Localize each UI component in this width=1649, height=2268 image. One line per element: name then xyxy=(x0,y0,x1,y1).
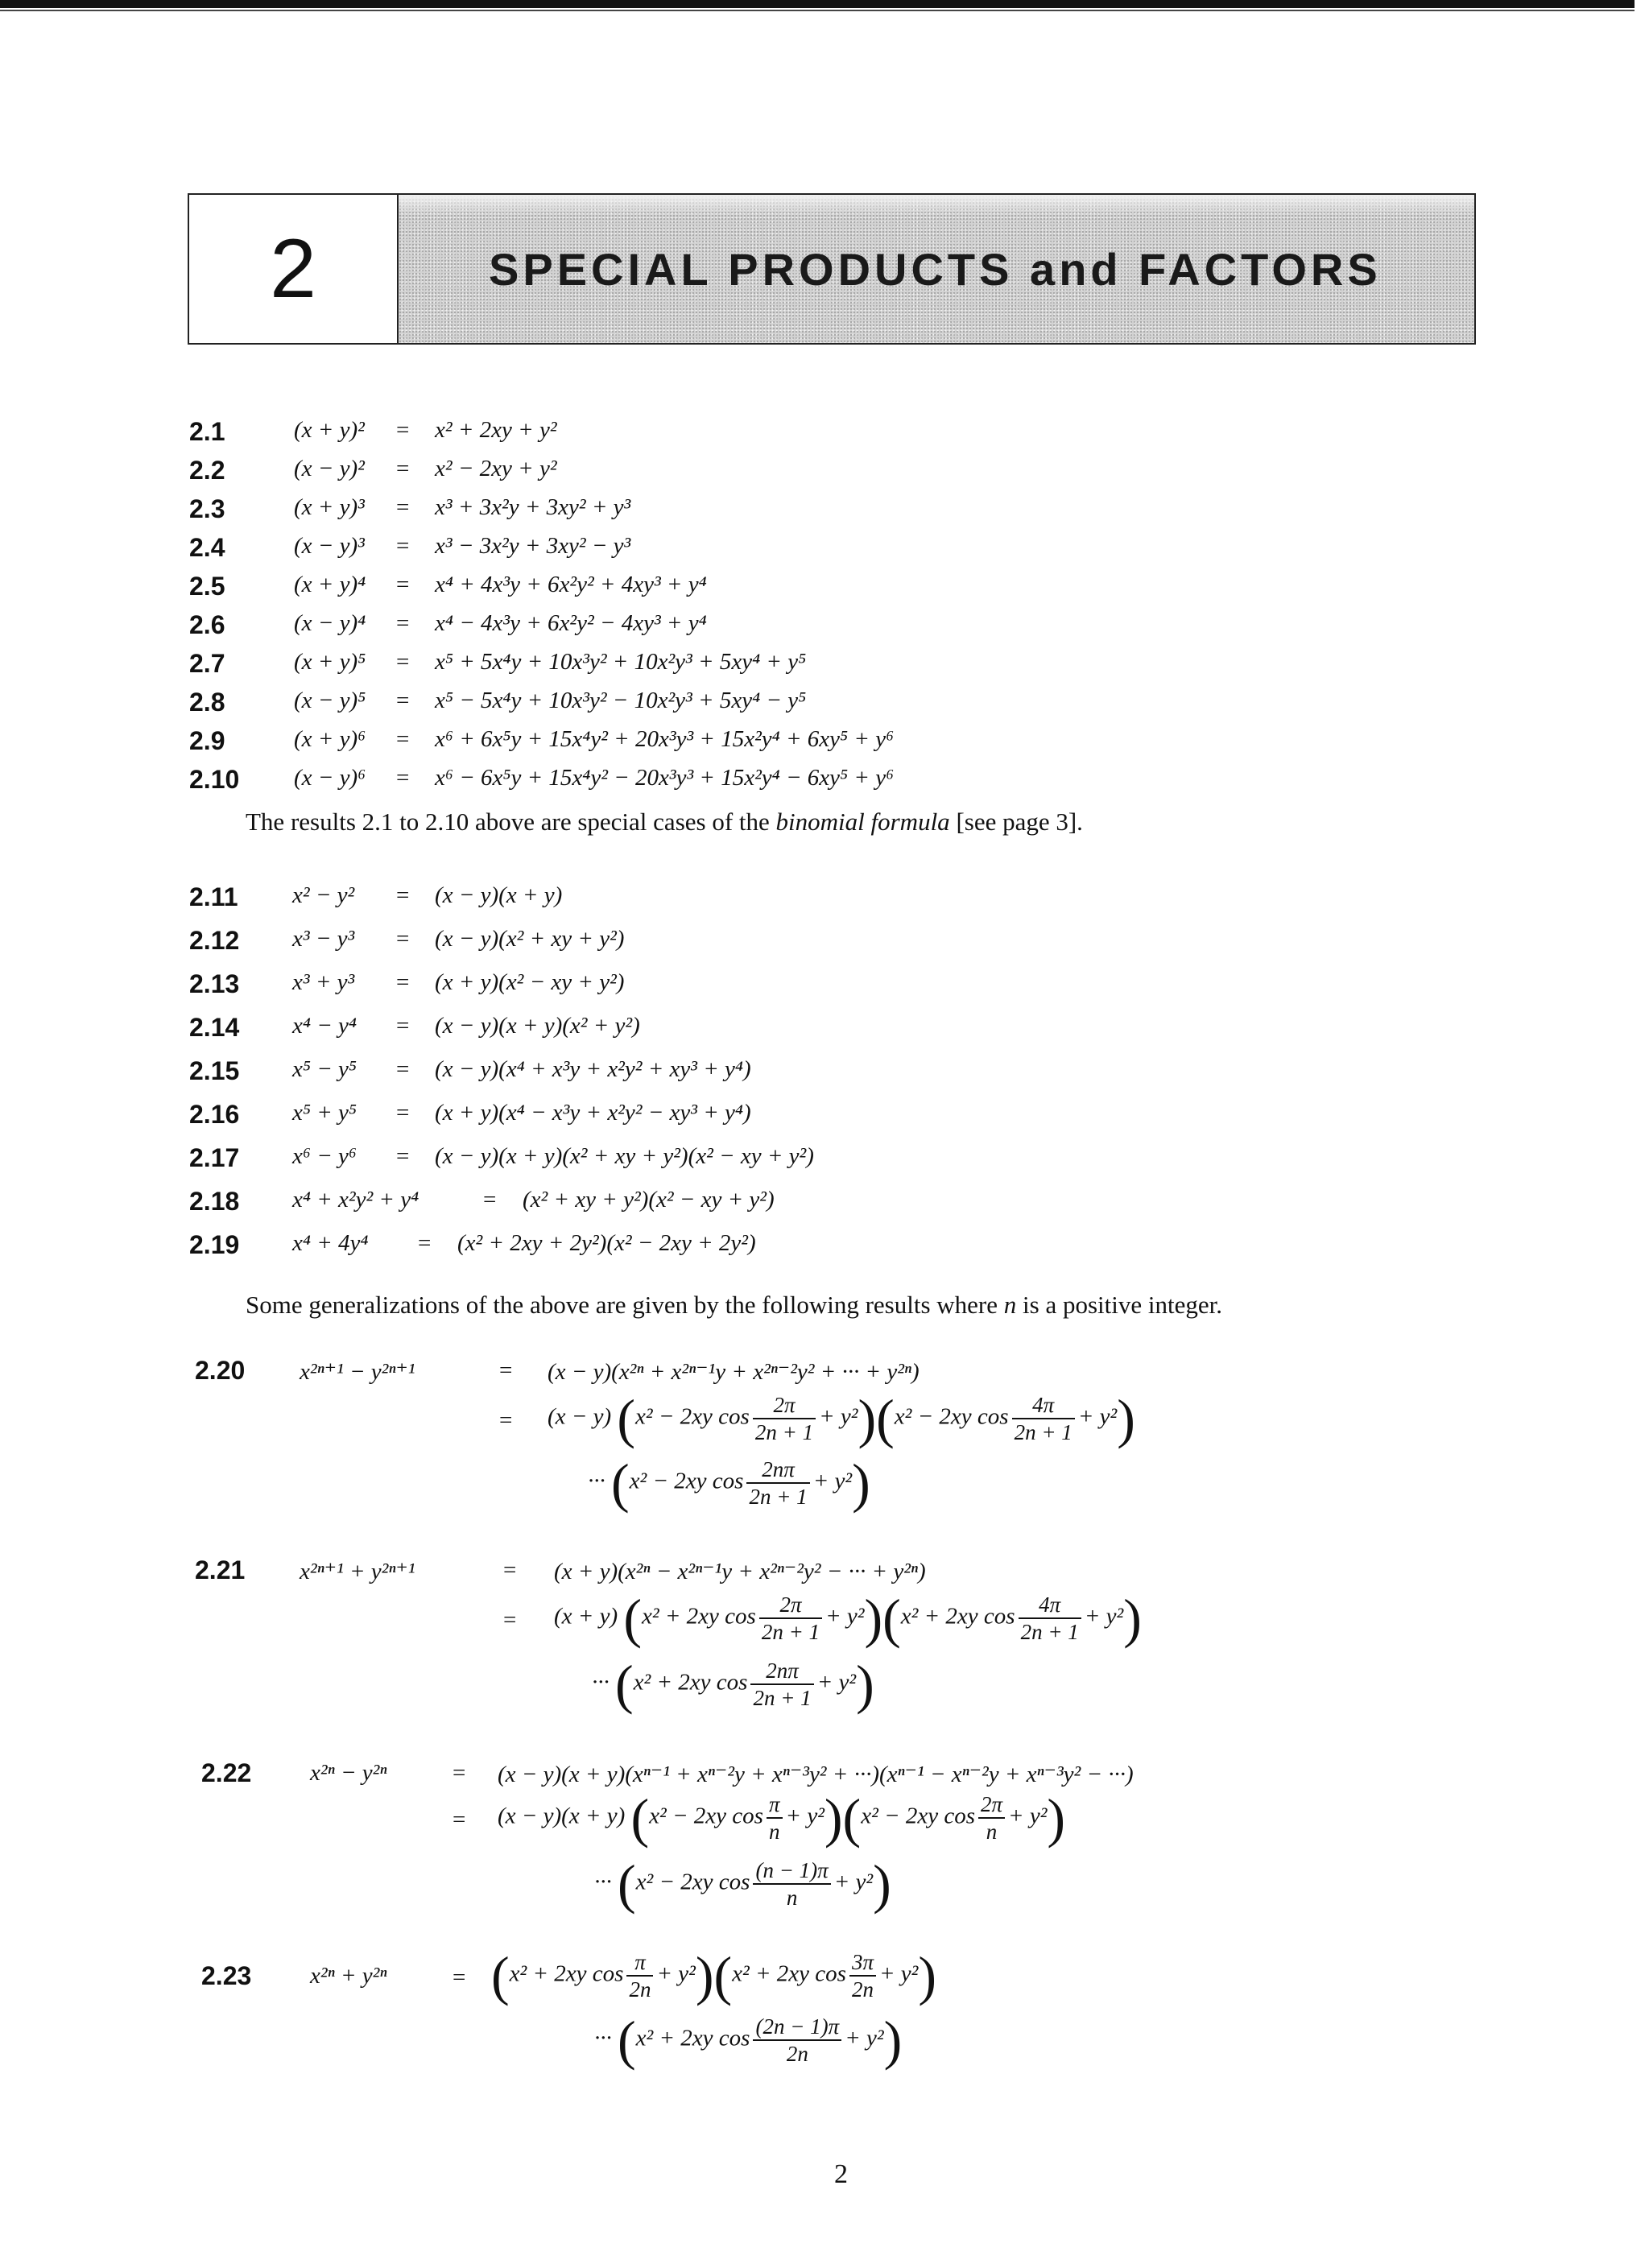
formula-lhs: x⁶ − y⁶ xyxy=(292,1143,357,1169)
equals-sign: = xyxy=(503,1607,517,1633)
factor-term: x² − 2xy cos xyxy=(635,1403,750,1430)
factor-term: + y² xyxy=(1008,1803,1048,1829)
open-paren: ( xyxy=(618,2010,636,2071)
denominator: n xyxy=(767,1817,783,1845)
factor-term: + y² xyxy=(816,1669,857,1696)
factor-term: x² + 2xy cos xyxy=(633,1669,748,1696)
ellipsis: ··· xyxy=(592,1669,610,1696)
close-paren: ) xyxy=(1123,1588,1142,1649)
formula-rhs: x² − 2xy + y² xyxy=(435,456,557,481)
formula-lhs: (x − y)⁶ xyxy=(294,765,366,791)
denominator: n xyxy=(753,1883,830,1911)
formula-number: 2.16 xyxy=(189,1100,240,1129)
numerator: 3π xyxy=(851,1950,874,1974)
formula-number: 2.2 xyxy=(189,456,225,485)
formula-number: 2.14 xyxy=(189,1013,240,1042)
numerator: 2π xyxy=(981,1792,1003,1816)
equals-sign: = xyxy=(396,882,410,908)
formula-rhs-line-3 xyxy=(594,1853,891,1915)
formula-rhs-line-1: (x + y)(x²ⁿ − x²ⁿ⁻¹y + x²ⁿ⁻²y² − ··· + y²ⁿ) xyxy=(554,1559,926,1584)
formula-rhs: (x² + xy + y²)(x² − xy + y²) xyxy=(523,1187,775,1212)
numerator: 4π xyxy=(1039,1593,1061,1617)
formula-lhs: x⁵ + y⁵ xyxy=(292,1100,357,1126)
numerator: (2n − 1)π xyxy=(755,2014,840,2039)
factor-term: + y² xyxy=(819,1403,858,1430)
formula-rhs-line-3 xyxy=(592,1654,874,1715)
factor-term: x² − 2xy cos xyxy=(649,1803,763,1829)
note-text: is a positive integer. xyxy=(1016,1291,1222,1319)
formula-number: 2.20 xyxy=(195,1356,246,1385)
fraction xyxy=(626,1949,653,2002)
page-number: 2 xyxy=(834,2159,848,2189)
numerator: 2nπ xyxy=(762,1457,795,1481)
formula-rhs: x⁴ − 4x³y + 6x²y² − 4xy³ + y⁴ xyxy=(435,610,707,636)
formula-lhs: x⁵ − y⁵ xyxy=(292,1056,357,1082)
equals-sign: = xyxy=(483,1187,497,1212)
chapter-number-cell xyxy=(189,195,399,343)
formula-rhs: x⁵ − 5x⁴y + 10x³y² − 10x²y³ + 5xy⁴ − y⁵ xyxy=(435,688,807,713)
formula-lhs: x⁴ − y⁴ xyxy=(292,1013,357,1039)
formula-lhs: x³ + y³ xyxy=(292,969,355,995)
factor-term: x² + 2xy cos xyxy=(732,1960,846,1987)
factor-term: x² − 2xy cos xyxy=(635,1869,750,1895)
formula-number: 2.13 xyxy=(189,969,240,998)
close-paren: ) xyxy=(695,1945,714,2006)
note-text: Some generalizations of the above are given by the following results where xyxy=(246,1291,1004,1319)
formula-rhs: x⁴ + 4x³y + 6x²y² + 4xy³ + y⁴ xyxy=(435,572,707,597)
formula-lhs: (x − y)⁵ xyxy=(294,688,366,713)
formula-rhs-line-2 xyxy=(548,1388,1135,1449)
fraction xyxy=(753,2014,841,2067)
formula-lhs: (x − y)⁴ xyxy=(294,610,366,636)
equals-sign: = xyxy=(396,1013,410,1039)
formula-number: 2.5 xyxy=(189,572,225,601)
open-paren: ( xyxy=(713,1945,733,2006)
equals-sign: = xyxy=(396,533,410,559)
formula-lhs: x³ − y³ xyxy=(292,926,355,952)
factor-term: + y² xyxy=(812,1468,853,1494)
denominator: n xyxy=(978,1817,1005,1845)
formula-number: 2.11 xyxy=(189,882,238,911)
open-paren: ( xyxy=(491,1945,510,2006)
close-paren: ) xyxy=(918,1945,937,2006)
fraction xyxy=(759,1592,822,1645)
formula-rhs: (x + y)(x² − xy + y²) xyxy=(435,969,625,995)
note-text: [see page 3]. xyxy=(949,808,1083,836)
formula-number: 2.19 xyxy=(189,1230,240,1259)
formula-number: 2.10 xyxy=(189,765,240,794)
open-paren: ( xyxy=(876,1388,895,1449)
numerator: 2π xyxy=(773,1393,796,1417)
formula-lhs: (x − y)³ xyxy=(294,533,365,559)
ellipsis: ··· xyxy=(588,1468,605,1494)
formula-rhs-line-2 xyxy=(594,2010,903,2071)
open-paren: ( xyxy=(615,1654,634,1715)
factor-term: x² + 2xy cos xyxy=(509,1960,624,1987)
denominator: 2n + 1 xyxy=(750,1683,813,1711)
chapter-title: SPECIAL PRODUCTS and FACTORS xyxy=(489,243,1382,295)
equals-sign: = xyxy=(396,726,410,752)
close-paren: ) xyxy=(864,1588,883,1649)
formula-rhs-line-3 xyxy=(588,1452,870,1514)
formula-number: 2.15 xyxy=(189,1056,240,1085)
formula-number: 2.18 xyxy=(189,1187,240,1216)
formula-lhs: x² − y² xyxy=(292,882,355,908)
formula-rhs: (x² + 2xy + 2y²)(x² − 2xy + 2y²) xyxy=(457,1230,756,1256)
formula-number: 2.6 xyxy=(189,610,225,639)
equals-sign: = xyxy=(396,1100,410,1126)
fraction xyxy=(750,1658,813,1711)
fraction xyxy=(849,1949,876,2002)
factor-term: x² + 2xy cos xyxy=(900,1603,1015,1630)
equals-sign: = xyxy=(396,969,410,995)
formula-lhs: x²ⁿ⁺¹ + y²ⁿ⁺¹ xyxy=(300,1559,415,1584)
numerator: 2nπ xyxy=(766,1659,799,1683)
open-paren: ( xyxy=(618,1853,636,1915)
numerator: 4π xyxy=(1032,1393,1055,1417)
factor: (x + y) xyxy=(554,1603,618,1630)
equals-sign: = xyxy=(396,688,410,713)
formula-number: 2.21 xyxy=(195,1555,246,1584)
formula-number: 2.12 xyxy=(189,926,240,955)
top-rule xyxy=(0,0,1635,8)
factor: (x − y)(x + y) xyxy=(498,1803,626,1829)
formula-number: 2.1 xyxy=(189,417,225,446)
formula-rhs: (x − y)(x + y)(x² + y²) xyxy=(435,1013,640,1039)
denominator: 2n xyxy=(626,1975,653,2002)
factor-term: x² + 2xy cos xyxy=(642,1603,756,1630)
denominator: 2n + 1 xyxy=(753,1418,816,1445)
factor-term: + y² xyxy=(1077,1403,1118,1430)
fraction xyxy=(753,1392,816,1445)
formula-lhs: (x + y)⁴ xyxy=(294,572,366,597)
factor: (x − y) xyxy=(548,1403,612,1430)
formula-lhs: (x + y)² xyxy=(294,417,365,443)
denominator: 2n + 1 xyxy=(1019,1617,1081,1645)
formula-lhs: x²ⁿ − y²ⁿ xyxy=(310,1760,387,1786)
denominator: 2n xyxy=(753,2039,841,2067)
denominator: 2n + 1 xyxy=(746,1482,809,1510)
factor-term: + y² xyxy=(833,1869,874,1895)
equals-sign: = xyxy=(396,649,410,675)
close-paren: ) xyxy=(873,1853,891,1915)
formula-number: 2.23 xyxy=(201,1961,252,1990)
formula-rhs-line-1: (x − y)(x + y)(xⁿ⁻¹ + xⁿ⁻²y + xⁿ⁻³y² + ···)(xⁿ⁻¹ − xⁿ⁻²y + xⁿ⁻³y² − ···) xyxy=(498,1762,1134,1787)
note-emphasis: binomial formula xyxy=(775,808,950,836)
equals-sign: = xyxy=(453,1964,466,1990)
factor-term: + y² xyxy=(878,1960,919,1987)
numerator: 2π xyxy=(779,1593,802,1617)
close-paren: ) xyxy=(858,1388,877,1449)
ellipsis: ··· xyxy=(594,2025,612,2051)
equals-sign: = xyxy=(396,765,410,791)
denominator: 2n + 1 xyxy=(1012,1418,1075,1445)
open-paren: ( xyxy=(617,1388,636,1449)
formula-number: 2.9 xyxy=(189,726,225,755)
fraction xyxy=(746,1456,809,1510)
formula-rhs: x² + 2xy + y² xyxy=(435,417,557,443)
formula-rhs-line-1: (x − y)(x²ⁿ + x²ⁿ⁻¹y + x²ⁿ⁻²y² + ··· + y²ⁿ) xyxy=(548,1359,920,1385)
equals-sign: = xyxy=(396,417,410,443)
ellipsis: ··· xyxy=(594,1869,612,1895)
equals-sign: = xyxy=(396,572,410,597)
equals-sign: = xyxy=(396,456,410,481)
formula-rhs: (x − y)(x + y)(x² + xy + y²)(x² − xy + y²) xyxy=(435,1143,814,1169)
factor-term: x² − 2xy cos xyxy=(629,1468,744,1494)
factor-term: + y² xyxy=(825,1603,865,1630)
equals-sign: = xyxy=(499,1407,513,1433)
note-emphasis: n xyxy=(1003,1291,1017,1319)
chapter-title-cell xyxy=(399,195,1474,343)
equals-sign: = xyxy=(396,494,410,520)
top-rule-thin xyxy=(0,10,1635,11)
numerator: π xyxy=(634,1950,646,1974)
numerator: π xyxy=(768,1792,780,1816)
formula-number: 2.22 xyxy=(201,1758,252,1787)
formula-rhs-line-2 xyxy=(498,1787,1066,1849)
formula-lhs: x⁴ + 4y⁴ xyxy=(292,1230,369,1256)
denominator: 2n + 1 xyxy=(759,1617,822,1645)
factor-term: + y² xyxy=(845,2025,884,2051)
open-paren: ( xyxy=(842,1787,862,1849)
denominator: 2n xyxy=(849,1975,876,2002)
formula-lhs: x²ⁿ + y²ⁿ xyxy=(310,1963,387,1989)
formula-lhs: (x + y)⁵ xyxy=(294,649,366,675)
fraction xyxy=(753,1857,830,1911)
equals-sign: = xyxy=(396,1143,410,1169)
formula-lhs: (x + y)⁶ xyxy=(294,726,366,752)
formula-lhs: x²ⁿ⁺¹ − y²ⁿ⁺¹ xyxy=(300,1359,415,1385)
equals-sign: = xyxy=(396,926,410,952)
formula-rhs: (x − y)(x + y) xyxy=(435,882,563,908)
close-paren: ) xyxy=(1047,1787,1066,1849)
generalization-note xyxy=(246,1291,1222,1320)
factor-term: + y² xyxy=(1084,1603,1124,1630)
formula-rhs-line-2 xyxy=(554,1588,1142,1649)
equals-sign: = xyxy=(396,610,410,636)
close-paren: ) xyxy=(1117,1388,1135,1449)
formula-rhs: x⁶ − 6x⁵y + 15x⁴y² − 20x³y³ + 15x²y⁴ − 6xy⁵ + y⁶ xyxy=(435,765,895,791)
formula-rhs: x³ − 3x²y + 3xy² − y³ xyxy=(435,533,631,559)
formula-rhs-line-1 xyxy=(491,1945,937,2006)
formula-lhs: x⁴ + x²y² + y⁴ xyxy=(292,1187,419,1212)
factor-term: + y² xyxy=(785,1803,824,1829)
open-paren: ( xyxy=(611,1452,630,1514)
open-paren: ( xyxy=(623,1588,643,1649)
equals-sign: = xyxy=(396,1056,410,1082)
formula-lhs: (x − y)² xyxy=(294,456,365,481)
equals-sign: = xyxy=(418,1230,432,1256)
open-paren: ( xyxy=(630,1787,650,1849)
fraction xyxy=(1012,1392,1075,1445)
fraction xyxy=(1019,1592,1081,1645)
numerator: (n − 1)π xyxy=(755,1858,829,1882)
factor-term: + y² xyxy=(656,1960,696,1987)
equals-sign: = xyxy=(499,1357,513,1383)
chapter-header xyxy=(188,193,1476,345)
formula-number: 2.3 xyxy=(189,494,225,523)
equals-sign: = xyxy=(453,1807,466,1832)
close-paren: ) xyxy=(824,1787,843,1849)
formula-rhs: (x + y)(x⁴ − x³y + x²y² − xy³ + y⁴) xyxy=(435,1100,751,1126)
formula-rhs: x³ + 3x²y + 3xy² + y³ xyxy=(435,494,631,520)
formula-number: 2.17 xyxy=(189,1143,240,1172)
formula-rhs: (x − y)(x⁴ + x³y + x²y² + xy³ + y⁴) xyxy=(435,1056,751,1082)
equals-sign: = xyxy=(503,1557,517,1583)
formula-rhs: (x − y)(x² + xy + y²) xyxy=(435,926,625,952)
equals-sign: = xyxy=(453,1760,466,1786)
fraction xyxy=(978,1791,1005,1845)
formula-rhs: x⁵ + 5x⁴y + 10x³y² + 10x²y³ + 5xy⁴ + y⁵ xyxy=(435,649,807,675)
factor-term: x² − 2xy cos xyxy=(861,1803,975,1829)
fraction xyxy=(767,1791,783,1845)
formula-number: 2.7 xyxy=(189,649,225,678)
close-paren: ) xyxy=(856,1654,874,1715)
note-text: The results 2.1 to 2.10 above are special cases of the xyxy=(246,808,776,836)
formula-lhs: (x + y)³ xyxy=(294,494,365,520)
factor-term: x² − 2xy cos xyxy=(894,1403,1009,1430)
formula-number: 2.4 xyxy=(189,533,225,562)
formula-number: 2.8 xyxy=(189,688,225,717)
binomial-note xyxy=(246,808,1083,837)
open-paren: ( xyxy=(882,1588,901,1649)
chapter-number: 2 xyxy=(270,222,316,316)
close-paren: ) xyxy=(852,1452,870,1514)
formula-rhs: x⁶ + 6x⁵y + 15x⁴y² + 20x³y³ + 15x²y⁴ + 6xy⁵ + y⁶ xyxy=(435,726,895,752)
factor-term: x² + 2xy cos xyxy=(635,2025,750,2051)
close-paren: ) xyxy=(883,2010,903,2071)
